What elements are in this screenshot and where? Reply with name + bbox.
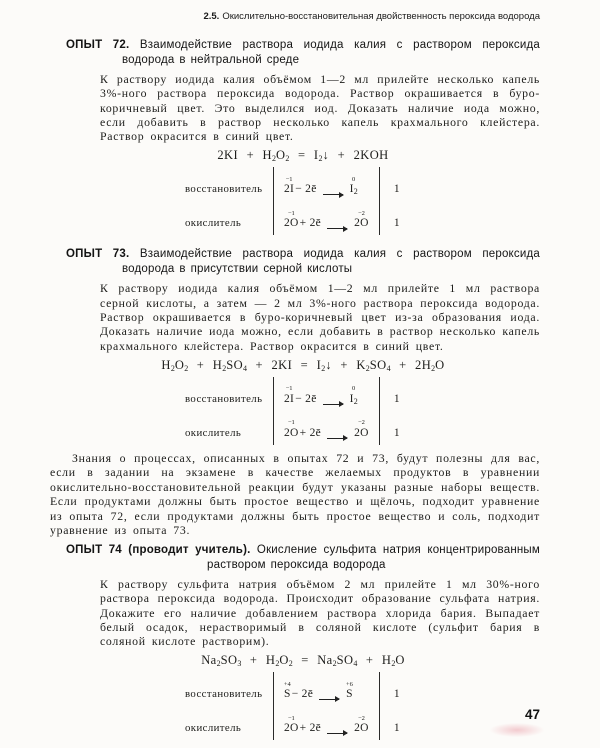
balance-row-label: восстановитель [185, 688, 263, 701]
half-reaction: −1 2O + 2ē −2 2O [284, 714, 369, 735]
balance-labels [185, 167, 273, 235]
balance-row-label: восстановитель [185, 392, 263, 405]
experiment-title: Взаимодействие раствора иодида калия с раствором пероксида водорода в нейтральной среде [122, 39, 540, 66]
experiment-label: ОПЫТ 74 (проводит учитель). [66, 543, 251, 556]
half-reaction: −1 2I − 2ē 0 $I_2$ [284, 175, 358, 197]
reaction-arrow-icon [319, 699, 339, 700]
balance-coefficient: 1 [393, 183, 400, 196]
half-reaction: +4 S − 2ē +6 S [283, 680, 353, 701]
chemical-equation: $Na_2SO_3 + H_2O_2 = Na_2SO_4 + H_2O$ [201, 653, 405, 669]
balance-counts [380, 167, 414, 235]
experiment-body: К раствору иодида калия объёмом 1—2 мл прилейте несколько капель 3%-ного раствора пероксида водорода. Раствор окрашивается в буро-коричневый цвет. Это выделился иод. Доказать наличие иода можно, если добавить в раствор несколько капель крахмального клейстера. Раствор окрасится в синий цвет. [100, 72, 540, 144]
electron-balance [185, 167, 600, 235]
experiment-heading [66, 543, 540, 573]
experiment-73-section [0, 247, 600, 444]
balance-counts [380, 672, 414, 740]
experiment-body: К раствору сульфита натрия объёмом 2 мл прилейте 1 мл 30%-ного раствора пероксида водорода. Происходит образование сульфата натрия. Докажите его наличие добавлением раствора хлорида бария. Выпадает белый осадок, нерастворимый в соляной кислоте (сульфит бария в соляной кислоте растворим). [100, 576, 540, 649]
balance-box [273, 672, 380, 740]
balance-row-label: восстановитель [185, 183, 263, 196]
reaction-arrow-icon [327, 438, 347, 439]
experiment-label: ОПЫТ 72. [66, 39, 130, 51]
chemical-equation: $H_2O_2 + H_2SO_4 + 2KI$ = $I_2↓ + K_2SO_4 + 2H_2O$ [161, 357, 445, 373]
chemical-equation: $2KI + H_2O_2$ = $I_2↓ + 2KOH$ [217, 148, 389, 164]
balance-labels [185, 672, 273, 740]
section-title: Окислительно-восстановительная двойственность пероксида водорода [222, 11, 540, 22]
half-reaction: −1 2I − 2ē 0 $I_2$ [284, 385, 358, 406]
reaction-arrow-icon [327, 228, 347, 229]
page-number: 47 [524, 707, 540, 722]
balance-labels [185, 377, 273, 445]
reaction-arrow-icon [323, 404, 343, 405]
reaction-arrow-icon [327, 733, 347, 734]
balance-row-label: окислитель [185, 722, 242, 735]
balance-box [273, 167, 380, 235]
note-paragraph: Знания о процессах, описанных в опытах 72 и 73, будут полезны для вас, если в задании на экзамене в качестве желаемых продуктов в уравнении окислительно-восстановительной реакции будут указаны разные наборы веществ. Если продуктами должны быть простое вещество и щёлочь, подходит уравнение из опыта 72, если продуктами должны быть простое вещество и соль, подходит уравнение из опыта 73. [50, 450, 540, 538]
balance-counts [380, 377, 414, 445]
electron-balance [185, 377, 600, 445]
balance-coefficient: 1 [393, 722, 400, 735]
section-number: 2.5. [203, 11, 220, 22]
experiment-title: Взаимодействие раствора иодида калия с раствором пероксида водорода в присутствии серной кислоты [122, 248, 540, 276]
balance-box [273, 377, 380, 445]
experiment-heading [66, 38, 540, 68]
reaction-arrow-icon [323, 194, 343, 195]
balance-coefficient: 1 [393, 426, 400, 439]
half-reaction: −1 2O + 2ē −2 2O [284, 419, 369, 439]
balance-row-label: окислитель [185, 217, 242, 230]
experiment-74-section [0, 543, 600, 740]
pink-smudge-decoration [490, 723, 544, 737]
experiment-label: ОПЫТ 73. [66, 248, 130, 261]
running-head [0, 0, 600, 23]
balance-coefficient: 1 [393, 392, 400, 405]
balance-row-label: окислитель [185, 426, 242, 439]
experiment-body: К раствору иодида калия объёмом 1—2 мл прилейте 1 мл раствора серной кислоты, а затем — 2 мл 3%-ного раствора пероксида водорода. Раствор окрашивается в буро-коричневый цвет из-за образования иода. Доказать наличие иода можно, если добавить в раствор несколько капель крахмального клейстера. Раствор окрасится в синий цвет. [100, 281, 540, 353]
half-reaction: −1 2O + 2ē −2 2O [284, 209, 369, 230]
experiment-title: Окисление сульфита натрия концентрированным раствором пероксида водорода [207, 543, 540, 571]
balance-coefficient: 1 [393, 688, 400, 701]
experiment-72-section [0, 38, 600, 235]
balance-coefficient: 1 [393, 217, 400, 230]
experiment-heading [66, 247, 540, 277]
